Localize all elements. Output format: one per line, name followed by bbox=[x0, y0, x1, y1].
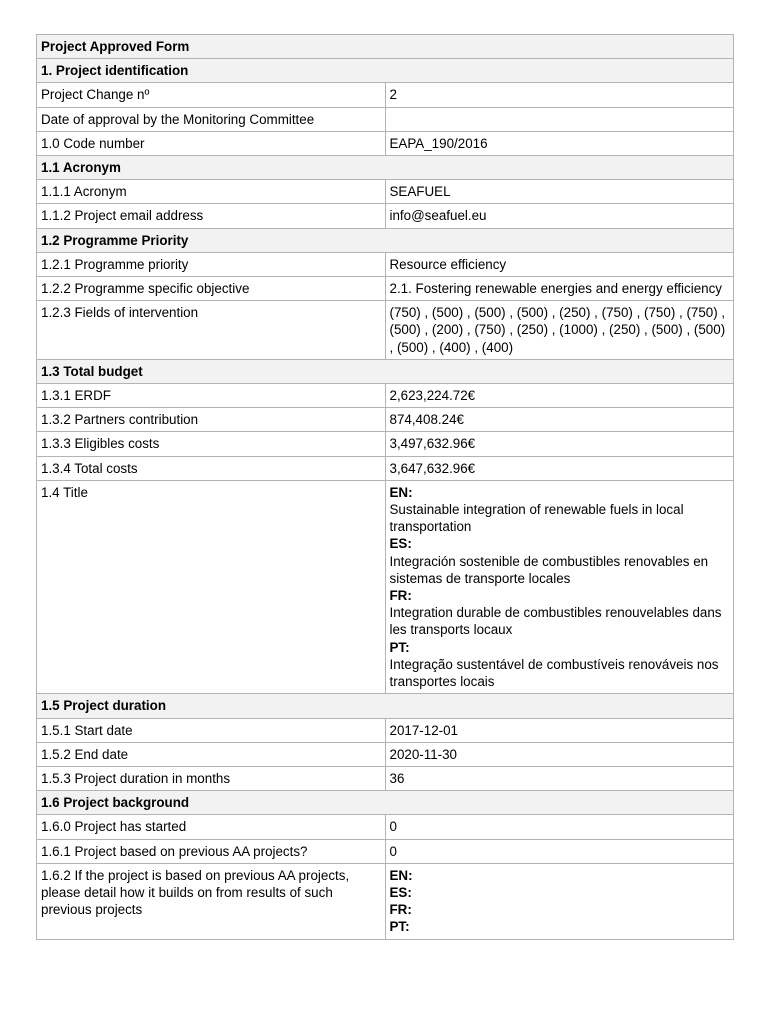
field-value bbox=[385, 107, 734, 131]
section-title: 1.3 Total budget bbox=[37, 359, 734, 383]
lang-label-pt: PT: bbox=[389, 639, 410, 655]
table-row bbox=[37, 83, 734, 107]
field-label: 1.6.1 Project based on previous AA projects? bbox=[37, 839, 386, 863]
field-value: (750) , (500) , (500) , (500) , (250) , (750) , (750) , (750) , (500) , (200) , (750) , (250) , (1000) , (250) , (500) , (500) , (500) , (400) , (400) bbox=[385, 301, 734, 360]
field-label: 1.4 Title bbox=[37, 480, 386, 693]
field-label: 1.1.2 Project email address bbox=[37, 204, 386, 228]
section-header-budget bbox=[37, 359, 734, 383]
field-label: 1.3.3 Eligibles costs bbox=[37, 432, 386, 456]
field-value: SEAFUEL bbox=[385, 180, 734, 204]
field-label: 1.2.2 Programme specific objective bbox=[37, 277, 386, 301]
field-value-multilang bbox=[385, 863, 734, 939]
field-label: 1.6.0 Project has started bbox=[37, 815, 386, 839]
title-pt: Integração sustentável de combustíveis renováveis nos transportes locais bbox=[389, 656, 719, 690]
lang-label-es: ES: bbox=[389, 884, 412, 900]
section-header-duration bbox=[37, 694, 734, 718]
lang-label-pt: PT: bbox=[389, 919, 410, 935]
table-row bbox=[37, 432, 734, 456]
project-approved-form-table bbox=[36, 34, 734, 940]
field-label: 1.5.1 Start date bbox=[37, 718, 386, 742]
section-title: 1.1 Acronym bbox=[37, 156, 734, 180]
lang-label-es: ES: bbox=[389, 536, 412, 552]
title-fr: Integration durable de combustibles renouvelables dans les transports locaux bbox=[389, 605, 722, 638]
field-value: 3,497,632.96€ bbox=[385, 432, 734, 456]
table-row bbox=[37, 180, 734, 204]
table-row bbox=[37, 408, 734, 432]
field-label: 1.2.1 Programme priority bbox=[37, 252, 386, 276]
lang-label-fr: FR: bbox=[389, 588, 412, 604]
field-label: 1.5.2 End date bbox=[37, 742, 386, 766]
title-es: Integración sostenible de combustibles renovables en sistemas de transporte locales bbox=[389, 553, 709, 586]
field-label: 1.6.2 If the project is based on previous AA projects, please detail how it builds on from results of such previous projects bbox=[37, 863, 386, 939]
table-row bbox=[37, 384, 734, 408]
lang-label-en: EN: bbox=[389, 867, 413, 883]
lang-label-en: EN: bbox=[389, 484, 413, 500]
field-value: info@seafuel.eu bbox=[385, 204, 734, 228]
field-label: 1.1.1 Acronym bbox=[37, 180, 386, 204]
table-row bbox=[37, 839, 734, 863]
field-label: 1.3.1 ERDF bbox=[37, 384, 386, 408]
field-label: 1.0 Code number bbox=[37, 131, 386, 155]
table-row bbox=[37, 107, 734, 131]
table-row bbox=[37, 742, 734, 766]
field-value-multilang bbox=[385, 480, 734, 693]
table-row bbox=[37, 131, 734, 155]
section-title: 1.6 Project background bbox=[37, 791, 734, 815]
field-label: 1.3.2 Partners contribution bbox=[37, 408, 386, 432]
table-row bbox=[37, 456, 734, 480]
table-row bbox=[37, 815, 734, 839]
table-row bbox=[37, 718, 734, 742]
field-value: 0 bbox=[385, 839, 734, 863]
section-header-acronym bbox=[37, 156, 734, 180]
field-value: 2017-12-01 bbox=[385, 718, 734, 742]
field-value: 0 bbox=[385, 815, 734, 839]
table-row bbox=[37, 863, 734, 939]
field-label: Date of approval by the Monitoring Committee bbox=[37, 107, 386, 131]
field-value: 2.1. Fostering renewable energies and energy efficiency bbox=[385, 277, 734, 301]
title-en: Sustainable integration of renewable fuels in local transportation bbox=[389, 502, 684, 535]
form-title-row bbox=[37, 35, 734, 59]
field-label: 1.5.3 Project duration in months bbox=[37, 766, 386, 790]
section-header-background bbox=[37, 791, 734, 815]
table-row bbox=[37, 204, 734, 228]
section-title: 1. Project identification bbox=[37, 59, 734, 83]
field-value: 2,623,224.72€ bbox=[385, 384, 734, 408]
field-value: 3,647,632.96€ bbox=[385, 456, 734, 480]
field-value: 874,408.24€ bbox=[385, 408, 734, 432]
field-value: Resource efficiency bbox=[385, 252, 734, 276]
table-row bbox=[37, 252, 734, 276]
form-title: Project Approved Form bbox=[37, 35, 734, 59]
field-value: 2020-11-30 bbox=[385, 742, 734, 766]
field-label: 1.2.3 Fields of intervention bbox=[37, 301, 386, 360]
field-value: 2 bbox=[385, 83, 734, 107]
field-label: 1.3.4 Total costs bbox=[37, 456, 386, 480]
section-title: 1.2 Programme Priority bbox=[37, 228, 734, 252]
lang-label-fr: FR: bbox=[389, 902, 412, 918]
section-title: 1.5 Project duration bbox=[37, 694, 734, 718]
field-label: Project Change nº bbox=[37, 83, 386, 107]
table-row bbox=[37, 480, 734, 693]
table-row bbox=[37, 766, 734, 790]
field-value: 36 bbox=[385, 766, 734, 790]
section-header-priority bbox=[37, 228, 734, 252]
table-row bbox=[37, 301, 734, 360]
table-row bbox=[37, 277, 734, 301]
section-header-identification bbox=[37, 59, 734, 83]
field-value: EAPA_190/2016 bbox=[385, 131, 734, 155]
